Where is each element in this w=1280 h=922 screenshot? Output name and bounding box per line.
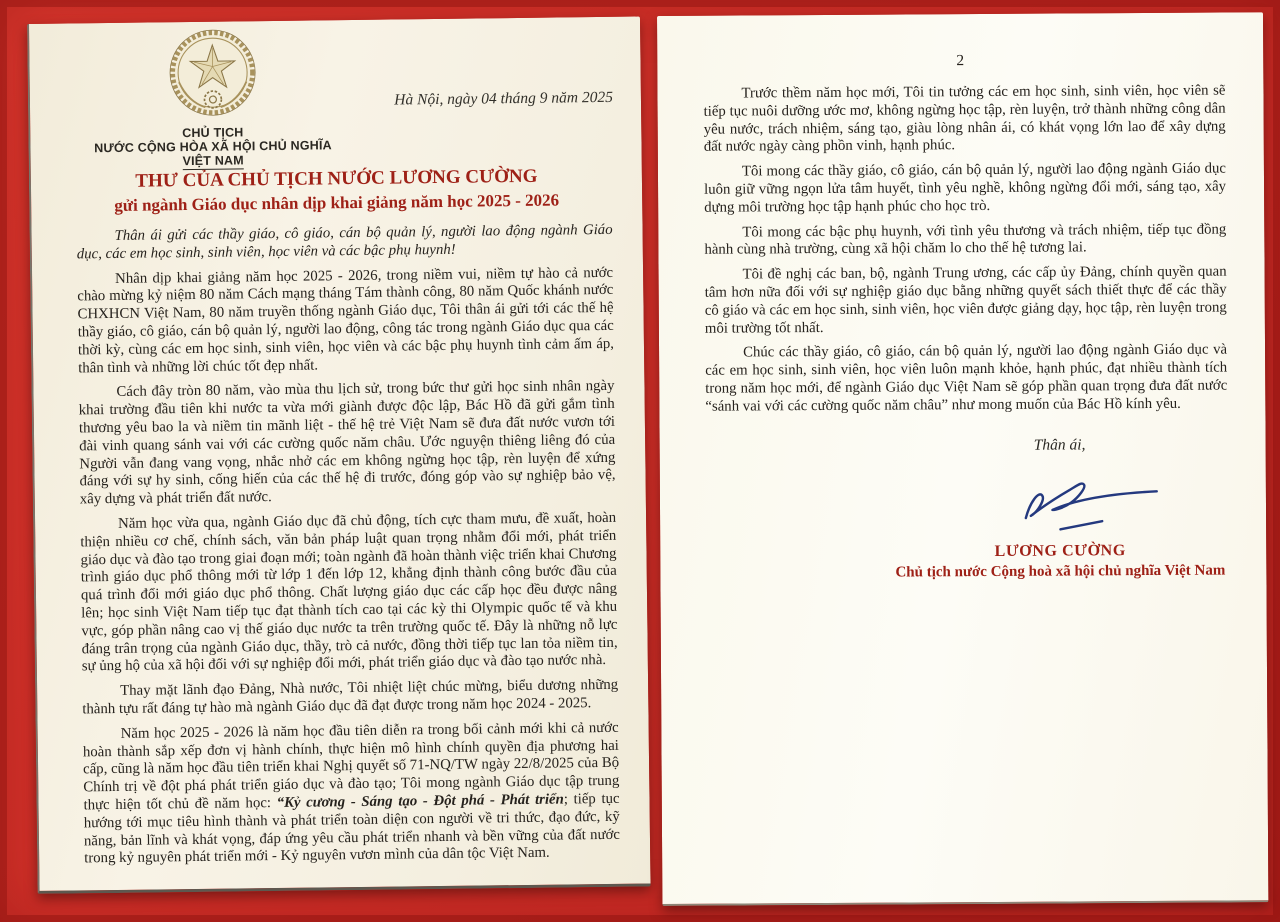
body-paragraph: Tôi đề nghị các ban, bộ, ngành Trung ương, các cấp ủy Đảng, chính quyền quan tâm hơn nữa đối với sự nghiệp giáo dục bằng những quyết sách thiết thực để các thầy cô giáo và các em học sinh, sinh viên, học viên được giảng dạy, học tập, rèn luyện trong môi trường tốt nhất. [704,263,1227,337]
body-paragraph: Tôi mong các thầy giáo, cô giáo, cán bộ quản lý, người lao động ngành Giáo dục luôn giữ vững ngọn lửa tâm huyết, tình yêu nghề, không ngừng đổi mới, sáng tạo, xây dựng môi trường học tập hạnh phúc cho học trò. [704,160,1227,216]
salutation-paragraph: Thân ái gửi các thầy giáo, cô giáo, cán bộ quản lý, người lao động ngành Giáo dục, các em học sinh, sinh viên, học viên và các bậc phụ huynh! [76,221,613,263]
body-paragraph: Cách đây tròn 80 năm, vào mùa thu lịch sử, trong bức thư gửi học sinh nhân ngày khai trường đầu tiên khi nước ta vừa mới giành được độc lập, Bác Hồ đã gửi gắm tình thương yêu bao la và niềm tin mãnh liệt - thế hệ trẻ Việt Nam sẽ đưa đất nước vươn tới đài vinh quang sánh vai với các cường quốc năm châu. Ước nguyện thiêng liêng đó của Người vẫn đang vang vọng, nhắc nhở các em không ngừng học tập, rèn luyện để xứng đáng với sự hy sinh, cống hiến của các thế hệ đi trước, đóng góp vào sự nghiệp bảo vệ, xây dựng và phát triển đất nước. [78,378,616,508]
issuer-country-2: VIỆT NAM [182,153,244,169]
body-paragraph: Thay mặt lãnh đạo Đảng, Nhà nước, Tôi nhiệt liệt chúc mừng, biểu dương những thành tựu rất đáng tự hào mà ngành Giáo dục đã đạt được trong năm học 2024 - 2025. [82,676,619,718]
signature-icon [987,463,1197,536]
letter-subtitle: gửi ngành Giáo dục nhân dịp khai giảng năm học 2025 - 2026 [114,190,560,215]
vietnam-national-emblem-icon [166,27,259,124]
issuer-title: CHỦ TỊCH [182,125,244,141]
letter-page-1 [27,17,651,894]
letter-page-2 [657,12,1268,906]
letter-title: THƯ CỦA CHỦ TỊCH NƯỚC LƯƠNG CƯỜNG [135,165,538,192]
school-year-theme: “Kỷ cương - Sáng tạo - Đột phá - Phát triển [276,791,564,811]
page-number: 2 [956,52,965,70]
body-paragraph: Nhân dịp khai giảng năm học 2025 - 2026, trong niềm vui, niềm tự hào cả nước chào mừng kỷ niệm 80 năm Cách mạng tháng Tám thành công, 80 năm Quốc khánh nước CHXHCN Việt Nam, 80 năm truyền thống ngành Giáo dục, Tôi thân ái gửi tới các thế hệ thầy giáo, cô giáo, cán bộ quản lý, người lao động, công tác trong ngành Giáo dục qua các thời kỳ, cùng các em học sinh, sinh viên, học viên và các bậc phụ huynh tình cảm ấm áp, thân tình và những lời chúc tốt đẹp nhất. [77,264,615,376]
signature-block [872,435,1249,581]
issuer-block [59,20,366,172]
body-paragraph: Chúc các thầy giáo, cô giáo, cán bộ quản lý, người lao động ngành Giáo dục và các em học sinh, sinh viên, học viên luôn mạnh khỏe, hạnh phúc, đạt nhiều thành tích trong năm học mới, để ngành Giáo dục Việt Nam sẽ góp phần quan trọng đưa đất nước “sánh vai với các cường quốc năm châu” như mong muốn của Bác Hồ kính yêu. [705,341,1228,415]
body-paragraph: Năm học vừa qua, ngành Giáo dục đã chủ động, tích cực tham mưu, đề xuất, hoàn thiện nhiều cơ chế, chính sách, văn bản pháp luật quan trọng nhằm đổi mới, phát triển giáo dục và đào tạo trong giai đoạn mới; toàn ngành đã hoàn thành việc triển khai Chương trình giáo dục phổ thông mới từ lớp 1 đến lớp 12, khẳng định thành công bước đầu của quá trình đổi mới giáo dục phổ thông. Chất lượng giáo dục các cấp học đều được nâng lên; học sinh Việt Nam tiếp tục đạt thành tích cao tại các kỳ thi Olympic quốc tế và khu vực, góp phần nâng cao vị thế giáo dục nước ta trên trường quốc tế. Đây là những nỗ lực đáng trân trọng của ngành Giáo dục, thầy, trò cả nước, đồng thời tiếp tục lan tỏa niềm tin, sự ủng hộ của xã hội đối với sự nghiệp đổi mới, phát triển giáo dục và đào tạo nước nhà. [80,509,618,675]
closing-valediction: Thân ái, [1033,435,1086,454]
year-theme-paragraph: Năm học 2025 - 2026 là năm học đầu tiên diễn ra trong bối cảnh mới khi cả nước hoàn thành sắp xếp đơn vị hành chính, thực hiện mô hình chính quyền địa phương hai cấp, cũng là năm học đầu tiên triển khai Nghị quyết số 71-NQ/TW ngày 22/8/2025 của Bộ Chính trị về đột phá phát triển giáo dục và đào tạo; Tôi mong ngành Giáo dục tập trung thực hiện tốt chủ đề năm học: “Kỷ cương - Sáng tạo - Đột phá - Phát triển; tiếp tục hướng tới mục tiêu hình thành và phát triển toàn diện con người về tri thức, đạo đức, kỹ năng, bản lĩnh và khát vọng, đáp ứng yêu cầu phát triển nhanh và bền vững của đất nước trong kỷ nguyên phát triển mới - Kỷ nguyên vươn mình của dân tộc Việt Nam. [82,719,621,867]
body-paragraph: Trước thềm năm học mới, Tôi tin tưởng các em học sinh, sinh viên, học viên sẽ tiếp tục nuôi dưỡng ước mơ, không ngừng học tập, rèn luyện, trở thành những công dân yêu nước, trách nhiệm, sáng tạo, giàu lòng nhân ái, có khát vọng lớn lao để xây dựng đất nước ngày càng phồn vinh, hạnh phúc. [703,82,1226,156]
page1-body [32,221,651,869]
signer-name: LƯƠNG CƯỜNG [994,541,1126,560]
signer-title: Chủ tịch nước Cộng hoà xã hội chủ nghĩa Việt Nam [895,562,1226,581]
letterhead [29,17,642,172]
dateline: Hà Nội, ngày 04 tháng 9 năm 2025 [394,88,614,109]
body-paragraph: Tôi mong các bậc phụ huynh, với tình yêu thương và trách nhiệm, tiếp tục đồng hành cùng nhà trường, cùng xã hội chăm lo cho thế hệ tương lai. [704,221,1227,259]
page2-body [657,82,1265,416]
issuer-country: NƯỚC CỘNG HÒA XÃ HỘI CHỦ NGHĨA [94,138,332,156]
